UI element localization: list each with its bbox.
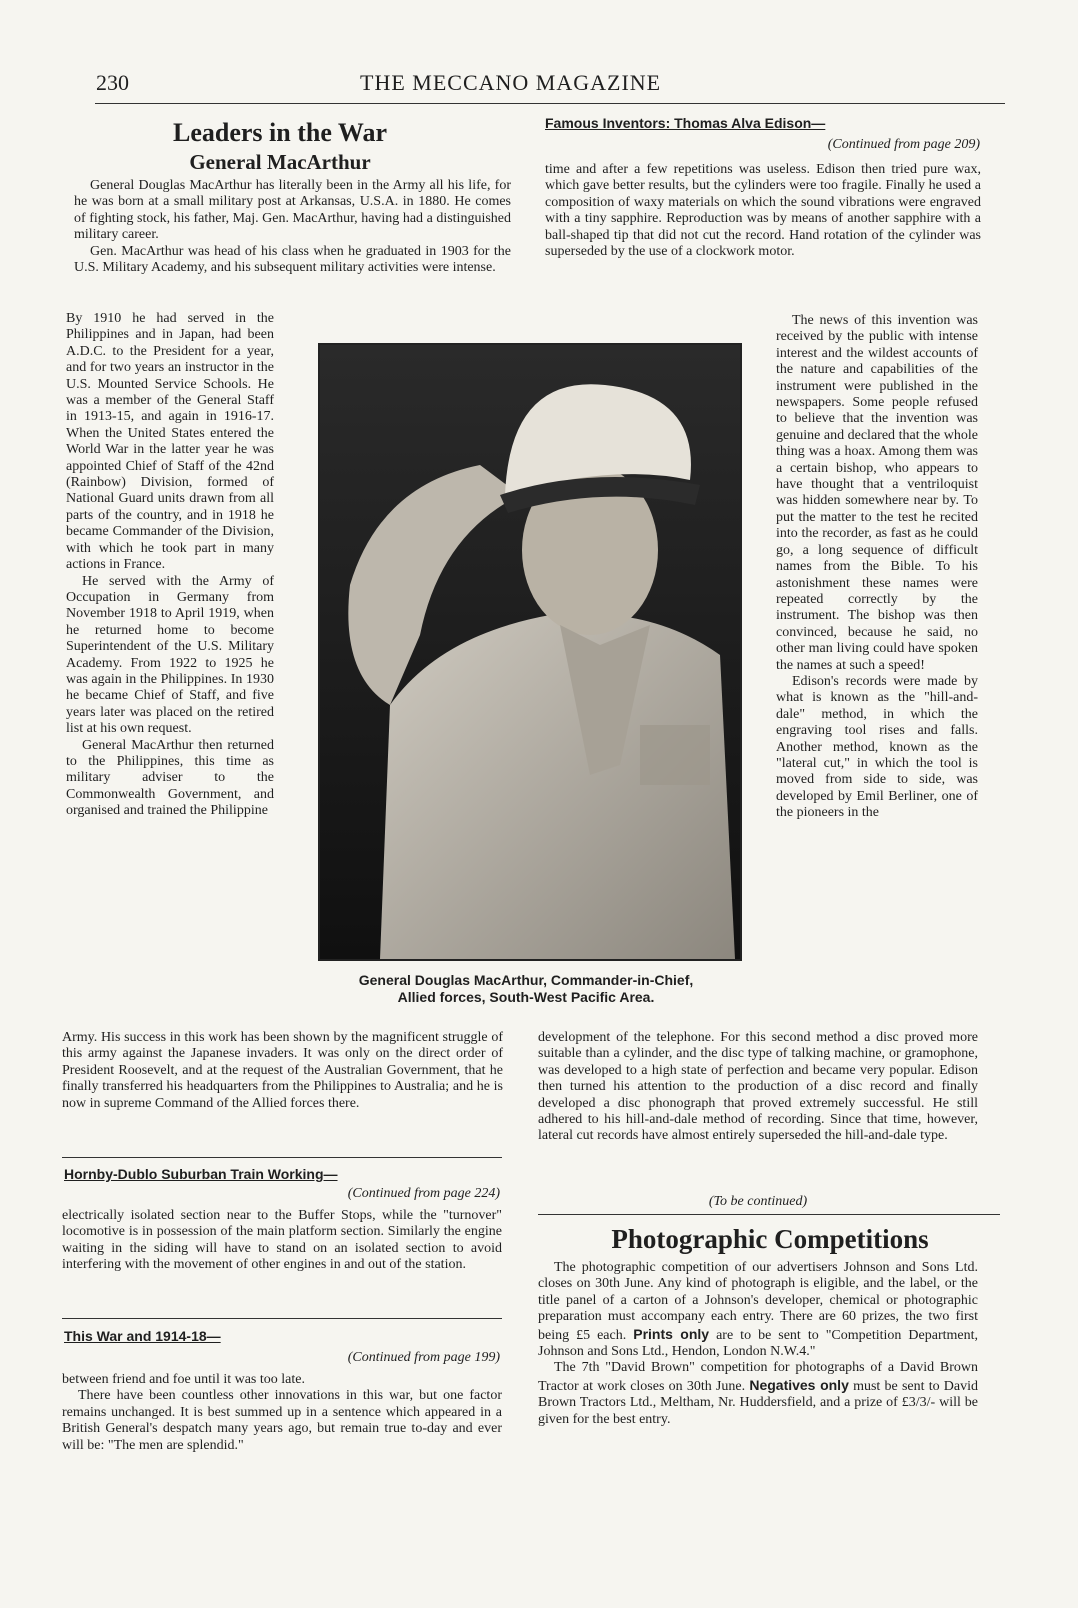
edison-top (545, 162, 981, 260)
edison-narrow (776, 313, 978, 822)
war-text-block (62, 1372, 502, 1454)
war-para-1: between friend and foe until it was too late. (62, 1372, 305, 1387)
photo-caption (300, 972, 752, 1006)
separator-2 (62, 1318, 502, 1319)
macarthur-para-3: By 1910 he had served in the Philippines and in Japan, had been A.D.C. to the President for a year, and for two years an instructor in the U.S. Mounted Service Schools. He was a member of the General Staff in 1913-15, and again in 1916-17. When the United States entered the World War in the latter year he was appointed Chief of Staff of the 42nd (Rainbow) Division, formed of National Guard units drawn from all parts of the country, and in 1918 he became Commander of the Division, with which he took part in many actions in France. (66, 311, 274, 573)
competitions-para-1 (538, 1260, 978, 1360)
hornby-continued: (Continued from page 224) (347, 1186, 500, 1201)
macarthur-narrow (66, 311, 274, 820)
page-number: 230 (96, 70, 129, 95)
competitions-para-1-text: The photographic competition of our advertisers Johnson and Sons Ltd. closes on 30th June. Any kind of photograph is eligible, and the label, or the title panel of a carton of a Johnson's developer, chemical or photographic preparation must accompany each entry. There are 60 prizes, the two first being £5 each. (538, 1260, 978, 1343)
edison-continued: (Continued from page 209) (827, 137, 980, 152)
hornby-title: Hornby-Dublo Suburban Train Working— (64, 1166, 338, 1182)
separator-3 (538, 1214, 1000, 1215)
competitions-para-1b-text: are to be sent to "Competition Department, Johnson and Sons Ltd., Hendon, London N.W.4." (538, 1327, 979, 1360)
war-continued: (Continued from page 199) (347, 1350, 500, 1365)
caption-line-2: Allied forces, South-West Pacific Area. (397, 989, 655, 1005)
macarthur-para-1: General Douglas MacArthur has literally been in the Army all his life, for he was born at a small military post at Arkansas, U.S.A. in 1880. He comes of fighting stock, his father, Maj. Gen. MacArthur, having had a distinguished military career. (74, 178, 511, 243)
war-title: This War and 1914-18— (64, 1328, 221, 1344)
article-headline: Leaders in the War (172, 118, 388, 147)
article-subhead: General MacArthur (189, 150, 371, 174)
competitions-para-2 (538, 1360, 978, 1428)
macarthur-para-5: General MacArthur then returned to the Philippines, this time as military adviser to the Commonwealth Government, and organised and trained the Philippine (66, 737, 274, 819)
competitions-para-2b-text: must be sent to David Brown Tractors Ltd., Meltham, Nr. Huddersfield, and a prize of £3/3/- will be given for the best entry. (538, 1378, 979, 1427)
header-rule (95, 103, 1005, 104)
edison-para-4: development of the telephone. For this second method a disc proved more suitable than a cylinder, and the disc type of talking machine, or gramophone, was developed to a high state of perfection and became very popular. Edison then turned his attention to the production of a disc record and finally developed a disc phonograph that proved extremely successful. He still adhered to his hill-and-dale method of recording. Since that time, however, lateral cut records have almost entirely superseded the hill-and-dale type. (538, 1030, 978, 1144)
macarthur-portrait-image (320, 345, 740, 959)
caption-line-1: General Douglas MacArthur, Commander-in-Chief, (358, 972, 694, 988)
macarthur-intro (74, 178, 511, 276)
edison-para-2: The news of this invention was received by the public with intense interest and the wildest accounts of the nature and capabilities of the instrument were published in the newspapers. Some people refused to believe that the invention was genuine and declared that the whole thing was a hoax. Among them was a certain bishop, who appears to have thought that a ventriloquist was hidden somewhere near by. To put the matter to the test he recited into the recorder, as fast as he could go, a long sequence of difficult names from the Bible. To his astonishment these names were repeated correctly by the instrument. The bishop was then convinced, because he said, no other man living could have spoken the names at such a speed! (776, 313, 978, 673)
edison-title: Famous Inventors: Thomas Alva Edison— (545, 115, 826, 131)
edison-para-1: time and after a few repetitions was useless. Edison then tried pure wax, which gave better results, but the cylinders were too fragile. Finally he used a composition of waxy materials on which the sound vibrations were engraved with a tiny sapphire. Reproduction was by means of another sapphire with a ball-shaped tip that did not cut the record. Hand rotation of the cylinder was superseded by the use of a clockwork motor. (545, 162, 981, 260)
macarthur-para-4: He served with the Army of Occupation in Germany from November 1918 to April 1919, when he returned home to become Superintendent of the U.S. Military Academy. From 1922 to 1925 he was again in the Philippines. In 1930 he became Chief of Staff, and five years later was placed on the retired list at his own request. (66, 573, 274, 737)
war-para-2: There have been countless other innovations in this war, but one factor remains unchanged. It is best summed up in a sentence which appeared in a British General's despatch many years ago, but remain true to-day and ever will be: "The men are splendid." (62, 1388, 502, 1453)
macarthur-para-2: Gen. MacArthur was head of his class when he graduated in 1903 for the U.S. Military Academy, and his subsequent military activities were intense. (74, 243, 511, 276)
edison-bottom (538, 1030, 978, 1145)
macarthur-para-6: Army. His success in this work has been shown by the magnificent struggle of this army against the Japanese invaders. It was only on the direct order of President Roosevelt, and at the request of the Australian Government, that he finally transferred his headquarters from the Philippines to Australia; and he is now in supreme Command of the Allied forces there. (62, 1030, 503, 1111)
macarthur-continued (62, 1030, 503, 1112)
competitions-text (538, 1260, 978, 1428)
separator-1 (62, 1157, 502, 1158)
competitions-para-2a-text: The 7th "David Brown" competition for photographs of a David Brown Tractor at work closes on 30th June. (538, 1360, 978, 1394)
edison-to-be-continued: (To be continued) (708, 1194, 808, 1209)
hornby-text-block (62, 1208, 502, 1274)
magazine-title: THE MECCANO MAGAZINE (360, 70, 662, 95)
edison-para-3: Edison's records were made by what is known as the "hill-and-dale" method, in which the engraving tool rises and falls. Another method, known as the "lateral cut," in which the tool is moved from side to side, was developed by Emil Berliner, one of the pioneers in the (776, 673, 978, 821)
negatives-only-label: Negatives only (749, 1376, 849, 1393)
prints-only-label: Prints only (633, 1325, 710, 1342)
hornby-text: electrically isolated section near to the Buffer Stops, while the "turnover" locomotive is in possession of the main platform section. Similarly the engine waiting in the siding will have to stand on an isolated section to avoid interfering with the movement of other engines in and out of the station. (62, 1208, 502, 1273)
macarthur-photo (318, 343, 742, 961)
competitions-title: Photographic Competitions (611, 1224, 929, 1254)
